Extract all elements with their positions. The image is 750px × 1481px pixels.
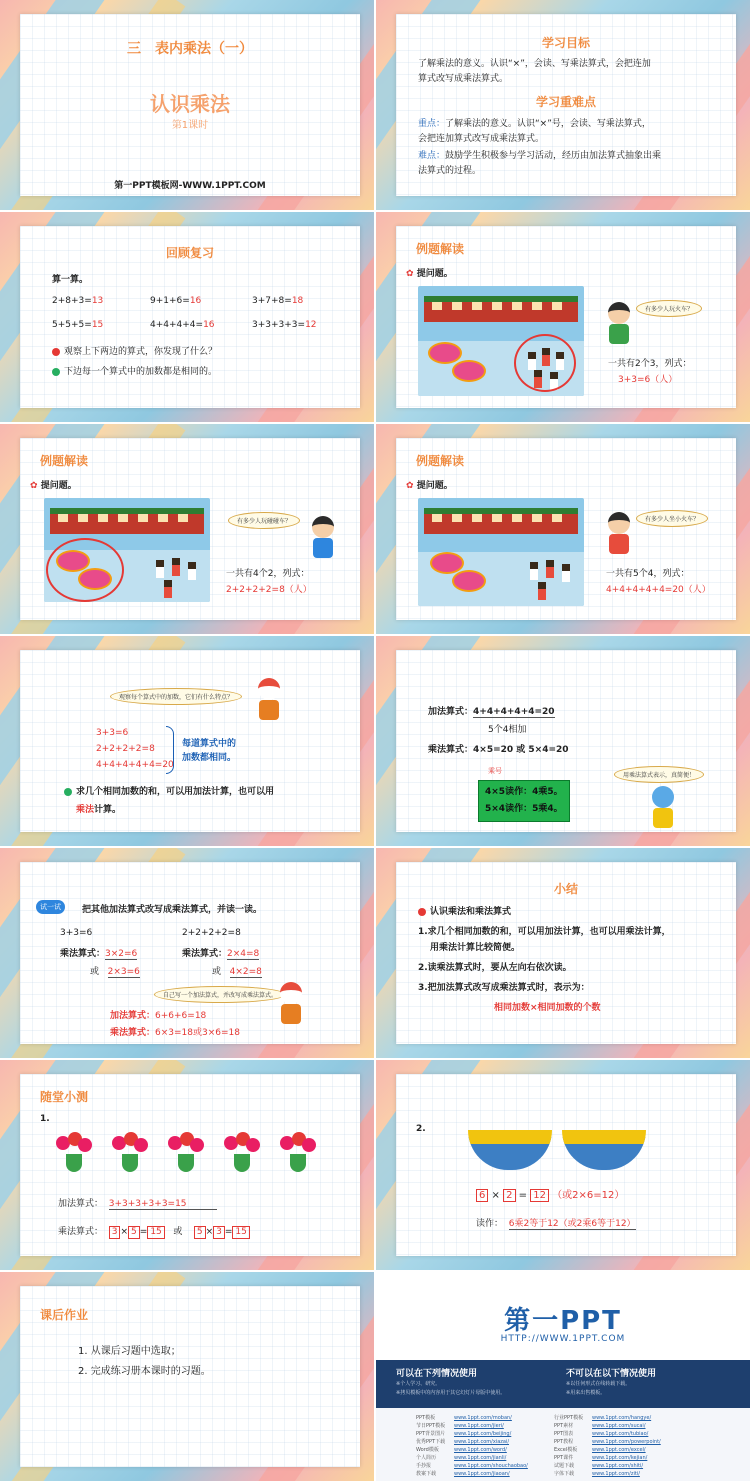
answer-box: 3 (109, 1226, 121, 1239)
label: 乘法算式： (110, 1028, 156, 1038)
question: 3+7+8= (252, 296, 292, 306)
slide-heading: 例题解读 (40, 454, 89, 468)
link-url[interactable]: www.1ppt.com/beijing/ (454, 1431, 512, 1437)
link-label: Word模板 (416, 1447, 439, 1453)
boy-avatar (608, 302, 630, 324)
link-label: 试题下载 (554, 1463, 575, 1469)
usage-banner (376, 1360, 750, 1408)
summary-item: 1.求几个相同加数的和，可以用加法计算，也可以用乘法计算， (418, 927, 671, 937)
slide-heading: 例题解读 (416, 454, 465, 468)
question: 9+1+6= (150, 296, 190, 306)
can-item: ※拷贝模板中的内容用于其它幻灯片母版中使用。 (396, 1390, 506, 1396)
answer: 18 (291, 296, 304, 306)
multiplication-equation: 4×5=20 或 5×4=20 (473, 745, 569, 755)
equation: 3+3=6 (96, 728, 129, 738)
or-text: 或 (173, 1227, 183, 1237)
cannot-item: ※用来出售模板。 (566, 1390, 606, 1396)
prompt-text: 算一算。 (52, 275, 89, 285)
slide-4-example[interactable] (376, 212, 750, 422)
summary-item: 2.读乘法算式时，要从左向右依次读。 (418, 963, 572, 973)
slide-card (396, 862, 736, 1044)
link-row[interactable] (554, 1422, 646, 1429)
link-label: 优秀PPT下载 (416, 1439, 446, 1445)
cat-basket-icon (562, 1130, 646, 1170)
slide-card (20, 14, 360, 196)
answer: 3+3+3+3+3=15 (109, 1199, 217, 1210)
link-row[interactable] (554, 1446, 646, 1453)
slide-heading: 随堂小测 (40, 1090, 89, 1104)
slide-card (20, 650, 360, 832)
link-label: 手抄报 (416, 1463, 432, 1469)
answer-box: 6 (476, 1189, 488, 1202)
brace (166, 726, 174, 774)
link-label: PPT图表 (554, 1431, 574, 1437)
slide-11-quiz[interactable] (0, 1060, 374, 1270)
speech-bubble: 用乘法算式表示，真简便！ (614, 766, 704, 783)
slide-2-goals[interactable] (376, 0, 750, 210)
slide-card: 随堂小测 1. 加法算式： 3+3+3+3+3=15 乘法算式： 3 × 5 = 15 或 5 × 3 = 15 (20, 1074, 360, 1256)
slide-3-review[interactable] (0, 212, 374, 422)
slide-9-try[interactable] (0, 848, 374, 1058)
label: 加法算式： (428, 707, 474, 717)
flower-bullet-icon: ✿ (406, 269, 414, 279)
brand-logo: 第一PPT (504, 1306, 622, 1336)
rabbit-avatar (258, 678, 280, 700)
summary-item: 用乘法计算比较简便。 (430, 943, 521, 953)
equation: 4+4+4+4+4=20 (96, 760, 174, 770)
link-row[interactable] (554, 1430, 648, 1437)
speech-bubble: 有多少人坐小火车？ (636, 510, 708, 527)
try-tag: 试一试 (36, 900, 65, 914)
label: 读作： (476, 1219, 504, 1229)
links-area (376, 1408, 750, 1481)
answer: 13 (91, 296, 104, 306)
alternate-answer: （或2×6=12） (552, 1190, 625, 1201)
cannot-heading: 不可以在以下情况使用 (566, 1369, 657, 1379)
label: 乘法算式： (182, 949, 228, 959)
slide-card (396, 14, 736, 196)
label: 乘法算式： (58, 1227, 104, 1237)
slide-1-title[interactable] (0, 0, 374, 210)
link-url[interactable]: www.1ppt.com/jianli/ (454, 1455, 507, 1461)
note-text: 每道算式中的 (182, 739, 237, 749)
link-url[interactable]: www.1ppt.com/kejian/ (592, 1455, 648, 1461)
link-url[interactable]: www.1ppt.com/jiaoan/ (454, 1471, 510, 1477)
answer-box: 12 (530, 1189, 549, 1202)
goal-heading: 学习目标 (541, 36, 590, 50)
answer: 15 (91, 320, 104, 330)
link-url[interactable]: www.1ppt.com/ziti/ (592, 1471, 640, 1477)
slide-10-summary[interactable] (376, 848, 750, 1058)
answer: 16 (203, 320, 215, 330)
cannot-item: ※以任何形式在线转载下载。 (566, 1381, 631, 1387)
answer-box: 3 (213, 1226, 225, 1239)
prompt-label: 提问题。 (416, 481, 453, 491)
rabbit-avatar (280, 982, 302, 1004)
task-text: 把其他加法算式改写成乘法算式，并读一读。 (82, 905, 263, 915)
formula-text: 3+3=6（人） (618, 375, 678, 385)
boy-avatar (312, 516, 334, 538)
flower-pot-icon (110, 1130, 150, 1174)
reading-line: 4×5读作：4乘5。 (485, 787, 563, 797)
label: 乘法算式： (428, 745, 474, 755)
mouse-avatar (652, 786, 674, 808)
flower-pot-icon (166, 1130, 206, 1174)
answer: 12 (305, 320, 317, 330)
question: 4+4+4+4= (150, 320, 204, 330)
statement-text: 一共有2个3，列式： (608, 359, 692, 369)
label: 加法算式： (110, 1011, 156, 1021)
summary-text: 求几个相同加数的和，可以用加法计算，也可以用 (76, 787, 275, 797)
unit-title: 三 表内乘法（一） (127, 41, 253, 57)
slide-card (20, 226, 360, 408)
link-row[interactable] (416, 1430, 511, 1437)
train-ride-illustration (418, 286, 584, 396)
answer-text: 下边每一个算式中的加数都是相同的。 (64, 367, 218, 377)
prompt-label: 提问题。 (416, 269, 453, 279)
summary-highlight: 乘法 (76, 805, 95, 815)
slide-heading: 小结 (553, 882, 578, 896)
site-text: 第一PPT模板网-WWW.1PPT.COM (114, 181, 266, 191)
can-heading: 可以在下列情况使用 (396, 1369, 478, 1379)
red-dot-icon (52, 348, 60, 356)
link-row[interactable] (416, 1414, 512, 1421)
answer: 16 (189, 296, 202, 306)
question-text: 观察上下两边的算式，你发现了什么？ (64, 347, 218, 357)
summary-heading: 认识乘法和乘法算式 (430, 907, 512, 917)
link-label: PPT教程 (554, 1439, 574, 1445)
statement-text: 一共有4个2，列式： (226, 569, 310, 579)
slide-heading: 例题解读 (416, 242, 465, 256)
link-label: 个人简历 (416, 1455, 437, 1461)
slide-card (396, 226, 736, 408)
green-dot-icon (52, 368, 60, 376)
formula-text: 2+2+2+2=8（人） (226, 585, 312, 595)
summary-item: 3.把加法算式改写成乘法算式时，表示为： (418, 983, 590, 993)
flower-pot-icon (222, 1130, 262, 1174)
link-label: 行业PPT模板 (554, 1415, 584, 1421)
reading-line: 5×4读作：5乘4。 (485, 804, 563, 814)
bumper-car-illustration (44, 498, 210, 602)
equation: 2+2+2+2=8 (96, 744, 155, 754)
homework-item: 1. 从课后习题中选取； (78, 1346, 181, 1357)
link-row[interactable] (416, 1470, 510, 1477)
cat-basket-icon (468, 1130, 552, 1170)
slide-card (396, 438, 736, 620)
lesson-title: 认识乘法 (150, 92, 230, 116)
key-line: 会把连加算式改写成乘法算式。 (418, 134, 545, 144)
link-url[interactable]: www.1ppt.com/shouchaobao/ (454, 1463, 528, 1469)
speech-bubble: 自己写一个加法算式，并改写成乘法算式。 (154, 986, 286, 1003)
link-url[interactable]: www.1ppt.com/excel/ (592, 1447, 646, 1453)
goal-line: 算式改写成乘法算式。 (418, 74, 509, 84)
answer: 2×4=8 (227, 949, 260, 959)
slide-13-homework[interactable] (0, 1272, 374, 1481)
link-url[interactable]: www.1ppt.com/sucai/ (592, 1423, 646, 1429)
slide-heading: 课后作业 (40, 1308, 89, 1322)
formula-text: 4+4+4+4+4=20（人） (606, 585, 711, 595)
answer: 6+6+6=18 (155, 1011, 207, 1021)
answer-box: 5 (194, 1226, 206, 1239)
flower-pot-icon (278, 1130, 318, 1174)
diff-line: 法算式的过程。 (418, 166, 482, 176)
addition-equation: 4+4+4+4+4=20 (473, 707, 555, 717)
sign-label: 乘号 (488, 767, 502, 775)
key-line: 了解乘法的意义。认识“×”号，会读、写乘法算式， (445, 119, 651, 129)
link-url[interactable]: www.1ppt.com/powerpoint/ (592, 1439, 661, 1445)
answer-box: 15 (147, 1226, 164, 1239)
link-url[interactable]: www.1ppt.com/xiazai/ (454, 1439, 510, 1445)
speech-bubble: 有多少人玩火车？ (636, 300, 702, 317)
goal-line: 了解乘法的意义。认识“×”，会读、写乘法算式，会把连加 (418, 59, 651, 69)
speech-bubble: 有多少人玩碰碰车？ (228, 512, 300, 529)
slide-14-credits[interactable] (376, 1272, 750, 1481)
label: 乘法算式： (60, 949, 106, 959)
answer-box: 15 (232, 1226, 249, 1239)
question: 2+8+3= (52, 296, 92, 306)
answer-box: 5 (128, 1226, 140, 1239)
summary-text: 计算。 (94, 805, 122, 815)
red-dot-icon (418, 908, 426, 916)
summary-formula: 相同加数×相同加数的个数 (494, 1003, 601, 1013)
link-url[interactable]: www.1ppt.com/word/ (454, 1447, 507, 1453)
lesson-number: 第1课时 (171, 120, 209, 131)
green-dot-icon (64, 788, 72, 796)
link-row[interactable] (554, 1438, 661, 1445)
link-row[interactable] (554, 1454, 647, 1461)
can-item: ※个人学习、研究。 (396, 1381, 441, 1387)
slide-12-quiz[interactable] (376, 1060, 750, 1270)
link-row[interactable] (416, 1438, 509, 1445)
link-row[interactable] (416, 1462, 528, 1469)
answer: 2×3=6 (107, 967, 140, 977)
link-label: 字体下载 (554, 1471, 575, 1477)
answer: 4×2=8 (229, 967, 262, 977)
link-label: PPT素材 (554, 1423, 574, 1429)
link-label: 教案下载 (416, 1471, 437, 1477)
link-row[interactable] (416, 1422, 504, 1429)
link-row[interactable] (554, 1414, 651, 1421)
slide-8-multiplication[interactable] (376, 636, 750, 846)
addition-text: 3+3=6 (60, 928, 93, 938)
prompt-label: 提问题。 (40, 481, 77, 491)
or-text: 或 (90, 967, 100, 977)
count-text: 5个4相加 (488, 725, 527, 735)
question: 5+5+5= (52, 320, 92, 330)
slide-heading: 回顾复习 (165, 246, 214, 260)
slide-7-observe[interactable] (0, 636, 374, 846)
slide-6-example[interactable] (376, 424, 750, 634)
note-text: 加数都相同。 (182, 753, 237, 763)
reading-answer: 6乘2等于12（或2乘6等于12） (508, 1219, 636, 1229)
slide-card (20, 438, 360, 620)
slide-card (20, 862, 360, 1044)
homework-item: 2. 完成练习册本课时的习题。 (78, 1366, 211, 1377)
girl-avatar (608, 512, 630, 534)
answer: 3×2=6 (105, 949, 138, 959)
link-label: PPT课件 (554, 1455, 574, 1461)
answer: 6×3=18或3×6=18 (155, 1028, 240, 1038)
link-label: 节日PPT模板 (416, 1423, 446, 1429)
speech-bubble: 观察每个算式中的加数，它们有什么特点？ (110, 688, 242, 705)
slide-5-example[interactable] (0, 424, 374, 634)
diff-label: 难点： (418, 151, 446, 161)
label: 加法算式： (58, 1199, 104, 1209)
key-heading: 学习重难点 (535, 95, 596, 109)
link-label: PPT模板 (416, 1415, 436, 1421)
question-number: 2. (416, 1124, 426, 1134)
flower-pot-icon (54, 1130, 94, 1174)
link-label: Excel模板 (554, 1447, 578, 1453)
brand-url[interactable]: HTTP://WWW.1PPT.COM (500, 1334, 626, 1344)
answer-box: 2 (503, 1189, 515, 1202)
slide-card (20, 1286, 360, 1467)
link-label: PPT背景图片 (416, 1431, 446, 1437)
or-text: 或 (212, 967, 222, 977)
diff-line: 鼓励学生积极参与学习活动，经历由加法算式抽象出乘 (445, 151, 662, 161)
link-row[interactable] (416, 1446, 507, 1453)
link-url[interactable]: www.1ppt.com/tubiao/ (592, 1431, 649, 1437)
train-ride-illustration (418, 498, 584, 606)
link-row[interactable] (554, 1462, 643, 1469)
link-url[interactable]: www.1ppt.com/hangye/ (592, 1415, 652, 1421)
reading-box (478, 780, 570, 822)
slide-card (396, 650, 736, 832)
link-url[interactable]: www.1ppt.com/shiti/ (592, 1463, 644, 1469)
link-url[interactable]: www.1ppt.com/moban/ (454, 1415, 512, 1421)
key-label: 重点： (418, 119, 446, 129)
statement-text: 一共有5个4，列式： (606, 569, 690, 579)
flower-bullet-icon: ✿ (30, 481, 38, 491)
slide-card: 2. 6 × 2 = 12 （或2×6=12） 读作： 6乘2等于12（或2乘6等于12） (396, 1074, 736, 1256)
flower-bullet-icon: ✿ (406, 481, 414, 491)
link-url[interactable]: www.1ppt.com/jieri/ (454, 1423, 504, 1429)
link-row[interactable] (416, 1454, 506, 1461)
question: 3+3+3+3= (252, 320, 306, 330)
link-row[interactable] (554, 1470, 640, 1477)
addition-text: 2+2+2+2=8 (182, 928, 241, 938)
question-number: 1. (40, 1114, 50, 1124)
